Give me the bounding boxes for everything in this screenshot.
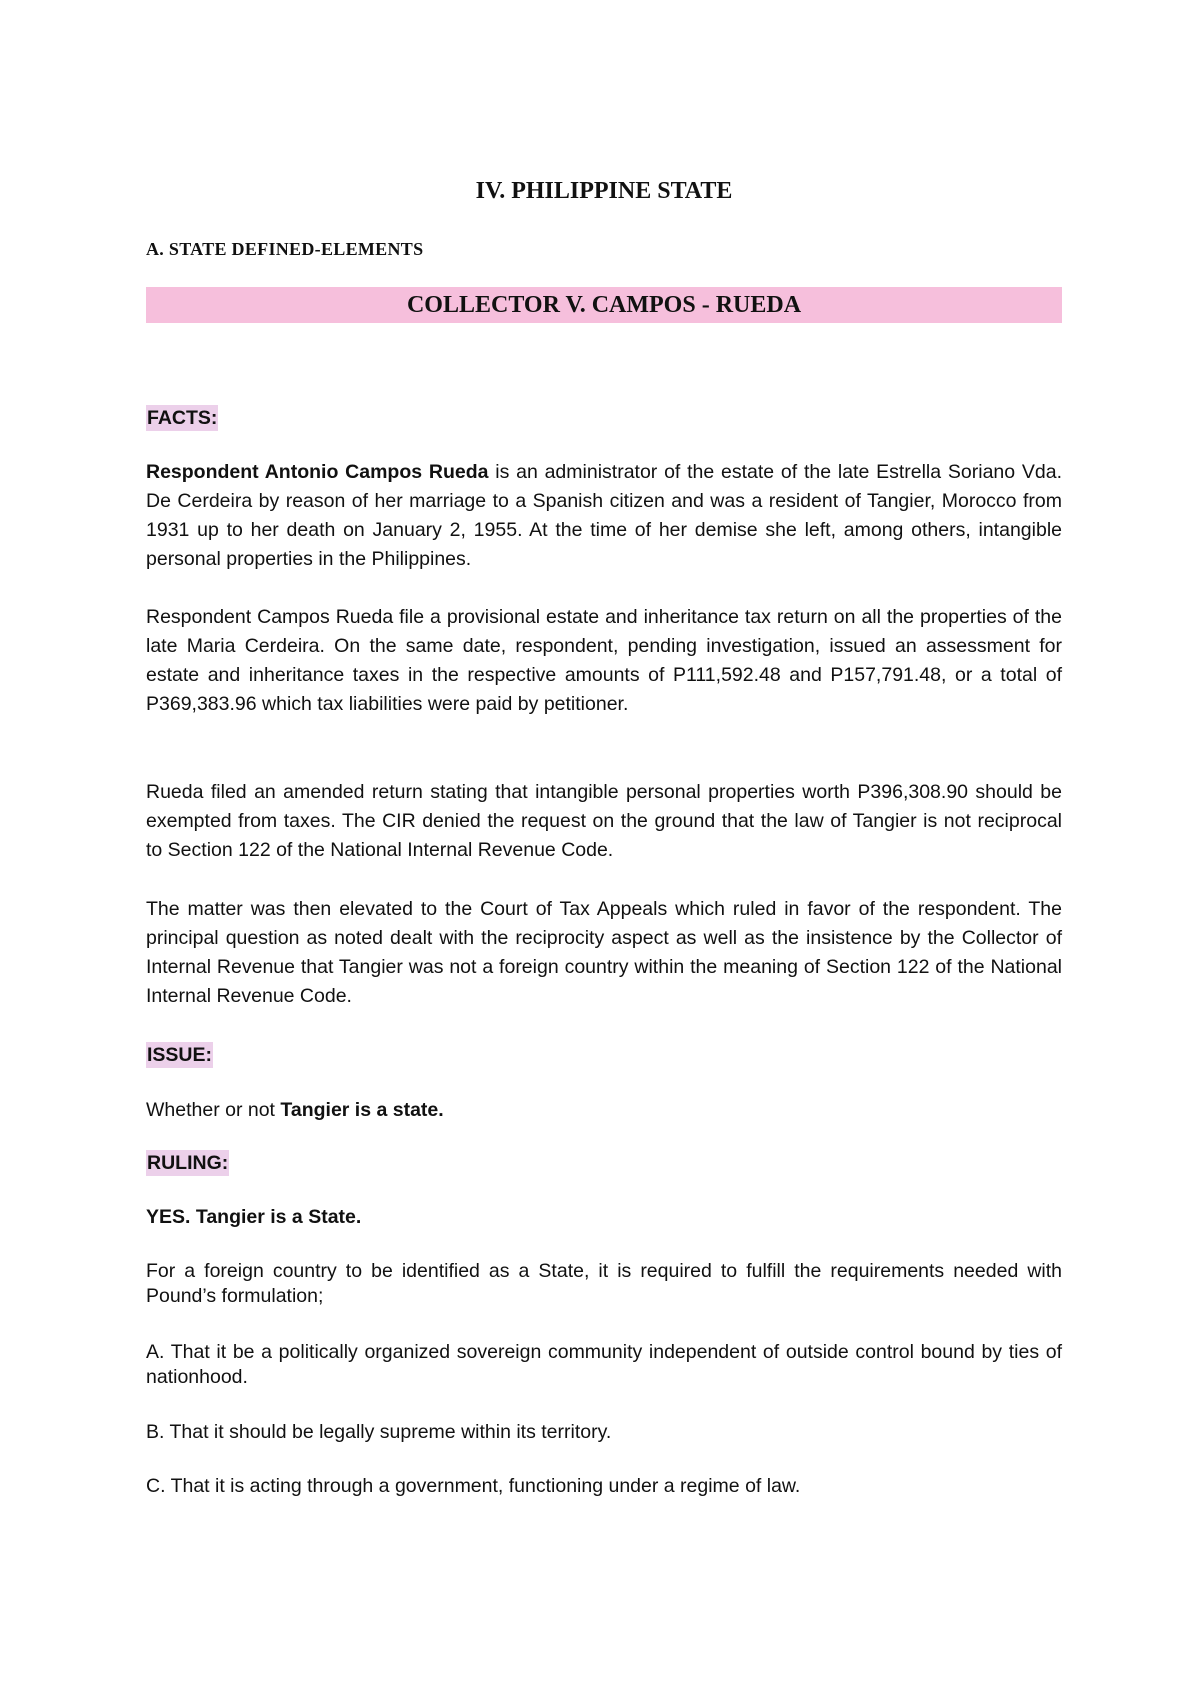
ruling-intro: For a foreign country to be identified as a State, it is required to fulfill the requirements needed with Pound’s formulation; [146, 1260, 1062, 1307]
ruling-answer: YES. Tangier is a State. [146, 1206, 362, 1228]
respondent-name: Respondent Antonio Campos Rueda [146, 461, 489, 483]
issue-text: Whether or not [146, 1099, 281, 1121]
case-title-banner [146, 287, 1062, 323]
chapter-title: IV. PHILIPPINE STATE [475, 178, 733, 204]
facts-heading: FACTS: [147, 407, 218, 429]
ruling-item-c: C. That it is acting through a government, functioning under a regime of law. [146, 1475, 801, 1497]
ruling-heading: RULING: [147, 1152, 229, 1174]
facts-paragraph-1-text: is an administrator of the estate of the late Estrella Soriano Vda. De Cerdeira by reason of her marriage to a Spanish citizen and was a resident of Tangier, Morocco from 1931 up to her death on January 2, 1955. At the time of her demise she left, among others, intangible personal properties in the Philippines. [146, 461, 1062, 570]
facts-paragraph-1 [146, 458, 1062, 574]
issue-statement [146, 1096, 1062, 1125]
section-title: A. STATE DEFINED-ELEMENTS [146, 239, 424, 259]
issue-emphasis: Tangier is a state. [280, 1099, 444, 1121]
facts-paragraph-4: The matter was then elevated to the Court of Tax Appeals which ruled in favor of the respondent. The principal question as noted dealt with the reciprocity aspect as well as the insistence by the Collector of Internal Revenue that Tangier was not a foreign country within the meaning of Section 122 of the National Internal Revenue Code. [146, 898, 1062, 1007]
facts-paragraph-3: Rueda filed an amended return stating that intangible personal properties worth P396,308.90 should be exempted from taxes. The CIR denied the request on the ground that the law of Tangier is not reciprocal to Section 122 of the National Internal Revenue Code. [146, 781, 1062, 861]
case-title: COLLECTOR V. CAMPOS - RUEDA [406, 292, 802, 318]
facts-paragraph-2: Respondent Campos Rueda file a provisional estate and inheritance tax return on all the properties of the late Maria Cerdeira. On the same date, respondent, pending investigation, issued an assessment for estate and inheritance taxes in the respective amounts of P111,592.48 and P157,791.48, or a total of P369,383.96 which tax liabilities were paid by petitioner. [146, 606, 1062, 715]
issue-heading: ISSUE: [147, 1044, 213, 1066]
ruling-item-a: A. That it be a politically organized sovereign community independent of outside control bound by ties of nationhood. [146, 1341, 1062, 1388]
ruling-item-b: B. That it should be legally supreme within its territory. [146, 1421, 612, 1443]
